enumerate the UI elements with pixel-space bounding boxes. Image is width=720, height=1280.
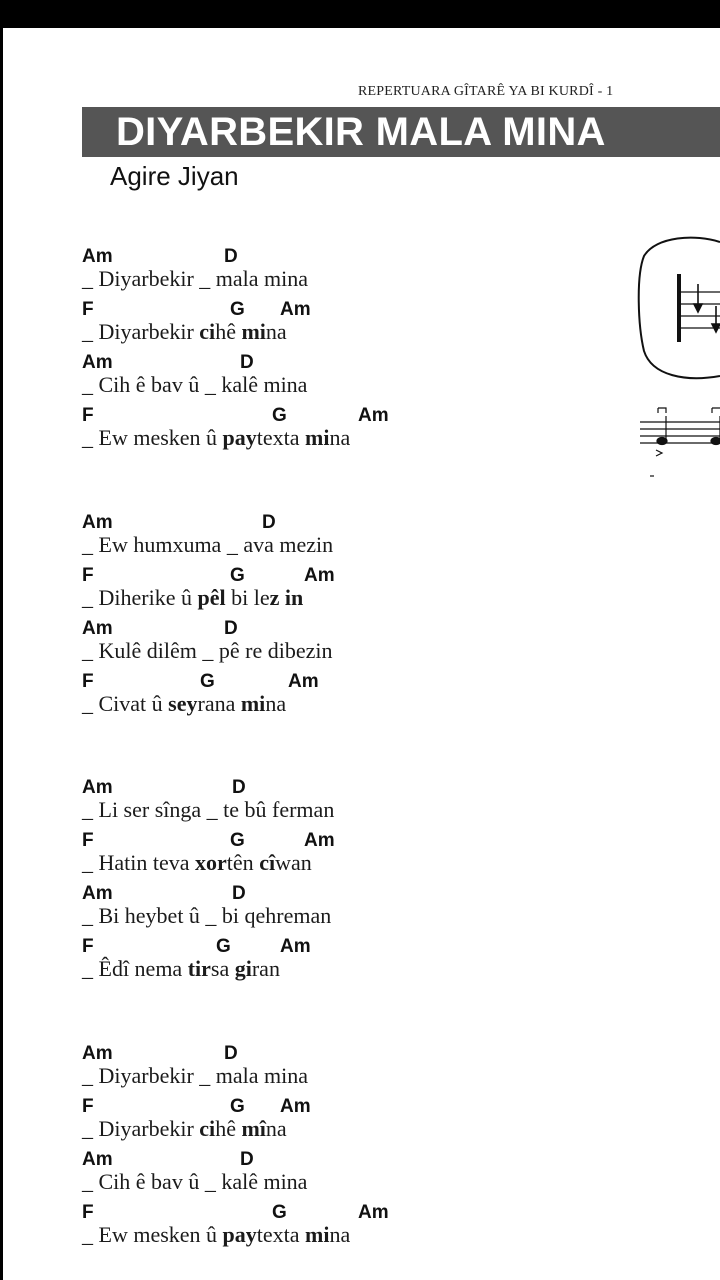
chord-label: Am bbox=[358, 1202, 389, 1223]
strum-down-arrow-icon bbox=[694, 284, 720, 332]
chord-label: Am bbox=[304, 830, 335, 851]
chord-label: Am bbox=[304, 565, 335, 586]
chord-label: Am bbox=[82, 512, 113, 533]
chord-label: F bbox=[82, 299, 94, 320]
lyric-line: _ Cih ê bav û _ kalê mina bbox=[82, 1169, 308, 1194]
lyric-line: _ Cih ê bav û _ kalê mina bbox=[82, 372, 308, 397]
chord-row bbox=[82, 618, 482, 640]
lyric-line: _ Bi heybet û _ bi qehreman bbox=[82, 903, 332, 928]
chord-label: D bbox=[232, 777, 246, 798]
song-title: DIYARBEKIR MALA MINA bbox=[116, 110, 606, 154]
chord-label: Am bbox=[82, 883, 113, 904]
chord-label: Am bbox=[358, 405, 389, 426]
chord-label: Am bbox=[280, 936, 311, 957]
chord-row bbox=[82, 299, 482, 321]
lyric-line: _ Hatin teva xortên cîwan bbox=[82, 850, 312, 875]
artist-name: Agire Jiyan bbox=[110, 161, 239, 191]
lyric-line: _ Civat û seyrana mina bbox=[82, 691, 287, 716]
chord-label: G bbox=[230, 299, 245, 320]
chord-label: F bbox=[82, 405, 94, 426]
lyric-line: _ Diyarbekir _ mala mina bbox=[82, 266, 309, 291]
lyric-line: _ Diherike û pêl bi lez in bbox=[82, 585, 304, 610]
lyric-line: _ Diyarbekir _ mala mina bbox=[82, 1063, 309, 1088]
chord-label: G bbox=[216, 936, 231, 957]
chord-label: D bbox=[224, 246, 238, 267]
chord-row bbox=[82, 1149, 482, 1171]
lyric-line: _ Li ser sînga _ te bû ferman bbox=[82, 797, 335, 822]
chord-label: G bbox=[200, 671, 215, 692]
lyric-line: _ Ew mesken û paytexta mina bbox=[82, 425, 351, 450]
chord-label: Am bbox=[280, 1096, 311, 1117]
chord-label: G bbox=[230, 565, 245, 586]
chord-label: F bbox=[82, 1202, 94, 1223]
chord-label: F bbox=[82, 830, 94, 851]
chord-row bbox=[82, 512, 482, 534]
strumming-pattern-diagram bbox=[636, 236, 720, 486]
chord-row bbox=[82, 671, 482, 693]
top-bar bbox=[0, 0, 720, 28]
chord-row bbox=[82, 246, 482, 268]
chord-label: Am bbox=[82, 1043, 113, 1064]
chord-label: Am bbox=[82, 777, 113, 798]
chord-label: D bbox=[224, 618, 238, 639]
book-header: REPERTUARA GÎTARÊ YA BI KURDÎ - 1 bbox=[358, 84, 614, 99]
chord-row bbox=[82, 830, 482, 852]
chord-label: D bbox=[232, 883, 246, 904]
chord-label: G bbox=[230, 1096, 245, 1117]
chord-label: D bbox=[262, 512, 276, 533]
lyric-line: _ Ew humxuma _ ava mezin bbox=[82, 532, 334, 557]
chord-label: G bbox=[272, 1202, 287, 1223]
chord-label: D bbox=[240, 1149, 254, 1170]
chord-label: F bbox=[82, 671, 94, 692]
chord-label: Am bbox=[82, 1149, 113, 1170]
title-bar bbox=[82, 107, 720, 157]
chord-row bbox=[82, 405, 482, 427]
chord-label: Am bbox=[82, 246, 113, 267]
chord-label: F bbox=[82, 565, 94, 586]
chord-row bbox=[82, 883, 482, 905]
chord-row bbox=[82, 1202, 482, 1224]
lyric-line: _ Diyarbekir cihê mina bbox=[82, 319, 287, 344]
chord-label: Am bbox=[280, 299, 311, 320]
chord-row bbox=[82, 936, 482, 958]
chord-label: F bbox=[82, 936, 94, 957]
chord-label: Am bbox=[82, 618, 113, 639]
lyric-line: _ Kulê dilêm _ pê re dibezin bbox=[82, 638, 333, 663]
chord-row bbox=[82, 1043, 482, 1065]
chord-label: F bbox=[82, 1096, 94, 1117]
chord-label: Am bbox=[82, 352, 113, 373]
chord-row bbox=[82, 777, 482, 799]
chord-label: G bbox=[272, 405, 287, 426]
chord-label: D bbox=[224, 1043, 238, 1064]
chord-label: G bbox=[230, 830, 245, 851]
chord-row bbox=[82, 1096, 482, 1118]
music-notes-icon bbox=[640, 408, 720, 476]
lyric-line: _ Êdî nema tirsa giran bbox=[82, 956, 280, 981]
chord-label: Am bbox=[288, 671, 319, 692]
chord-row bbox=[82, 565, 482, 587]
chord-label: D bbox=[240, 352, 254, 373]
chord-row bbox=[82, 352, 482, 374]
lyric-line: _ Ew mesken û paytexta mina bbox=[82, 1222, 351, 1247]
lyric-line: _ Diyarbekir cihê mîna bbox=[82, 1116, 287, 1141]
